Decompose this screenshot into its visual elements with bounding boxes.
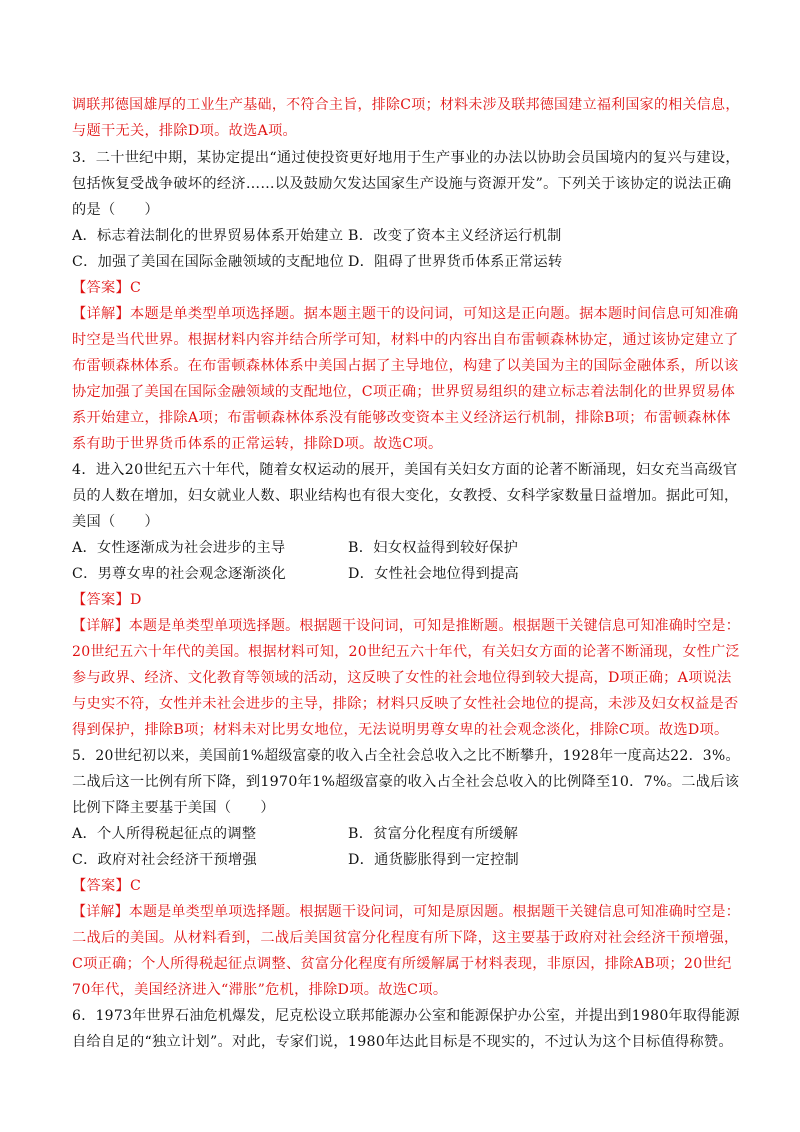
- q3-stem-line-1: 3．二十世纪中期，某协定提出“通过使投资更好地用于生产事业的办法以协助会员国境内的复兴与建设，: [72, 150, 740, 166]
- q4-detail-line-2: 20世纪五六十年代的美国。根据材料可知，20世纪五六十年代，有关妇女方面的论著不断涌现，女性广泛: [72, 644, 740, 660]
- q6-stem-line-2: 自给自足的“独立计划”。对此，专家们说，1980年达此目标是不现实的，不过认为这个目标值得称赞。: [72, 1034, 733, 1050]
- q3-stem-line-2: 包括恢复受战争破坏的经济……以及鼓励欠发达国家生产设施与资源开发”。下列关于该协定的说法正确: [72, 176, 732, 192]
- q3-detail-line-1: 【详解】本题是单类型单项选择题。据本题主题干的设问词，可知这是正向题。据本题时间信息可知准确: [72, 306, 739, 322]
- q4-detail-line-3: 参与政界、经济、文化教育等领域的活动，这反映了女性的社会地位得到较大提高，D项正确；A项说法: [72, 670, 732, 686]
- q3-detail-line-5: 系开始建立，排除A项；布雷顿森林体系没有能够改变资本主义经济运行机制，排除B项；布雷顿森林体: [72, 410, 731, 426]
- q4-detail-line-4: 与史实不符，女性并未社会进步的主导，排除；材料只反映了女性社会地位的提高，未涉及妇女权益是否: [72, 696, 739, 712]
- q5-detail-line-1: 【详解】本题是单类型单项选择题。根据题干设问词，可知是原因题。根据题干关键信息可知准确时空是：: [72, 904, 740, 920]
- q3-detail-line-6: 系有助于世界货币体系的正常运转，排除D项。故选C项。: [72, 436, 443, 452]
- q3-detail-line-3: 布雷顿森林体系。在布雷顿森林体系中美国占据了主导地位，构建了以美国为主的国际金融体系，所以该: [72, 358, 739, 374]
- prev-answer-line-2: 与题干无关，排除D项。故选A项。: [72, 123, 298, 139]
- q3-stem-line-3: 的是（ ）: [72, 202, 159, 218]
- q5-stem-line-2: 二战后这一比例有所下降，到1970年1%超级富豪的收入占全社会总收入的比例降至10．7%。二战后该: [72, 774, 740, 790]
- q4-stem-line-2: 员的人数在增加，妇女就业人数、职业结构也有很大变化，女教授、女科学家数量日益增加。据此可知，: [72, 488, 739, 504]
- q4-option-c: C．男尊女卑的社会观念逐渐淡化: [72, 566, 286, 582]
- q4-option-a: A．女性逐渐成为社会进步的主导: [72, 540, 286, 556]
- q4-option-d: D．女性社会地位得到提高: [348, 566, 520, 582]
- q4-detail-line-1: 【详解】本题是单类型单项选择题。根据题干设问词，可知是推断题。根据题干关键信息可知准确时空是：: [72, 618, 740, 634]
- q5-stem-line-3: 比例下降主要基于美国（ ）: [72, 800, 275, 816]
- q3-answer: 【答案】C: [72, 280, 142, 296]
- q5-option-c: C．政府对社会经济干预增强: [72, 852, 258, 868]
- q5-answer: 【答案】C: [72, 878, 142, 894]
- q5-option-d: D．通货膨胀得到一定控制: [348, 852, 520, 868]
- q6-stem-line-1: 6．1973年世界石油危机爆发，尼克松设立联邦能源办公室和能源保护办公室，并提出到1980年取得能源: [72, 1008, 740, 1024]
- q5-detail-line-2: 二战后的美国。从材料看到，二战后美国贫富分化程度有所下降，这主要基于政府对社会经济干预增强，: [72, 930, 739, 946]
- q4-answer: 【答案】D: [72, 592, 142, 608]
- prev-answer-line-1: 调联邦德国雄厚的工业生产基础，不符合主旨，排除C项；材料未涉及联邦德国建立福利国家的相关信息，: [72, 97, 740, 113]
- q3-detail-line-2: 时空是当代世界。根据材料内容并结合所学可知，材料中的内容出自布雷顿森林协定，通过该协定建立了: [72, 332, 739, 348]
- q3-option-d: D．阻碍了世界货币体系正常运转: [348, 254, 563, 270]
- q3-option-a: A．标志着法制化的世界贸易体系开始建立: [72, 228, 344, 244]
- q5-option-b: B．贫富分化程度有所缓解: [348, 826, 519, 842]
- q5-detail-line-3: C项正确；个人所得税起征点调整、贫富分化程度有所缓解属于材料表现，非原因，排除AB项；20世纪: [72, 956, 732, 972]
- q5-option-a: A．个人所得税起征点的调整: [72, 826, 257, 842]
- q3-option-b: B．改变了资本主义经济运行机制: [348, 228, 562, 244]
- q3-option-c: C．加强了美国在国际金融领域的支配地位: [72, 254, 344, 270]
- q4-detail-line-5: 得到保护，排除B项；材料未对比男女地位，无法说明男尊女卑的社会观念淡化，排除C项。故选D项。: [72, 722, 729, 738]
- q5-detail-line-4: 70年代，美国经济进入“滞胀”危机，排除D项。故选C项。: [72, 982, 448, 998]
- q4-option-b: B．妇女权益得到较好保护: [348, 540, 519, 556]
- q4-stem-line-1: 4．进入20世纪五六十年代，随着女权运动的展开，美国有关妇女方面的论著不断涌现，妇女充当高级官: [72, 462, 738, 478]
- q5-stem-line-1: 5．20世纪初以来，美国前1%超级富豪的收入占全社会总收入之比不断攀升，1928年一度高达22．3%。: [72, 748, 740, 764]
- q4-stem-line-3: 美国（ ）: [72, 514, 159, 530]
- q3-detail-line-4: 协定加强了美国在国际金融领域的支配地位，C项正确；世界贸易组织的建立标志着法制化的世界贸易体: [72, 384, 736, 400]
